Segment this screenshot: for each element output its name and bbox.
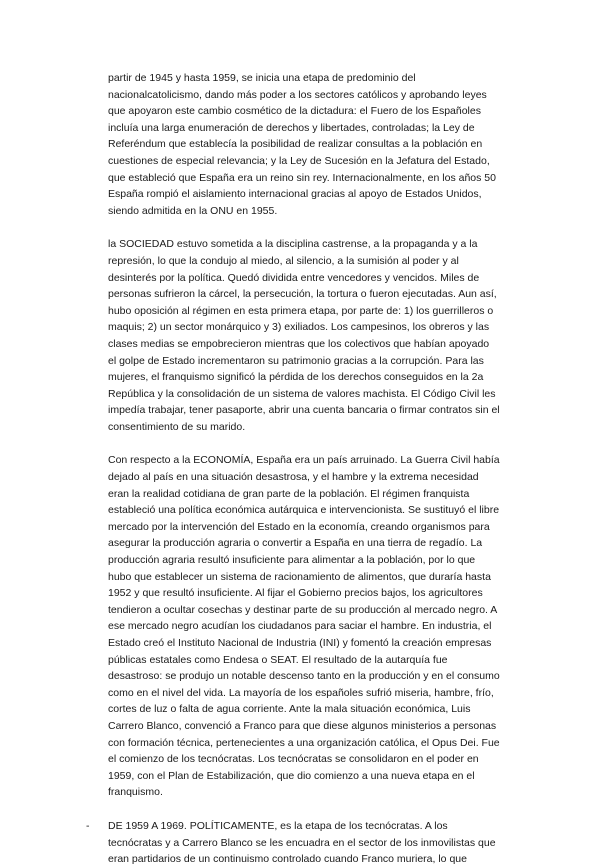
list-item [86, 818, 500, 868]
paragraph-economia: Con respecto a la ECONOMÍA, España era un país arruinado. La Guerra Civil había dejado al país en una situación desastrosa, y el hambre y la extrema necesidad eran la realidad cotidiana de gran parte de la población. El régimen franquista estableció una política económica autárquica e intervencionista. Se sustituyó el libre mercado por la intervención del Estado en la economía, creando organismos para asegurar la producción agraria o convertir a España en una tierra de regadío. La producción agraria resultó insuficiente para alimentar a la población, por lo que hubo que establecer un sistema de racionamiento de alimentos, que duraría hasta 1952 y que resultó insuficiente. Al fijar el Gobierno precios bajos, los agricultores tendieron a ocultar cosechas y destinar parte de su producción al mercado negro. A ese mercado negro acudían los ciudadanos para saciar el hambre. En industria, el Estado creó el Instituto Nacional de Industria (INI) y fomentó la creación empresas públicas estatales como Endesa o SEAT. El resultado de la autarquía fue desastroso: se produjo un notable descenso tanto en la producción y en el consumo como en el nivel del vida. La mayoría de los españoles sufrió miseria, hambre, frío, cortes de luz o falta de agua corriente. Ante la mala situación económica, Luis Carrero Blanco, convenció a Franco para que diese algunos ministerios a personas con formación técnica, pertenecientes a una organización católica, el Opus Dei. Fue el comienzo de los tecnócratas. Los tecnócratas se consolidaron en el poder en 1959, con el Plan de Estabilización, que dio comienzo a una nueva etapa en el franquismo. [108, 454, 500, 799]
document-page [86, 70, 500, 868]
bullet-marker: - [86, 819, 90, 832]
paragraph-nacionalcatolicismo: partir de 1945 y hasta 1959, se inicia una etapa de predominio del nacionalcatolicismo, dando más poder a los sectores católicos y aprobando leyes que apoyaron este cambio cosmético de la dictadura: el Fuero de los Españoles incluía una larga enumeración de derechos y libertades, controladas; la Ley de Referéndum que establecía la posibilidad de realizar consultas a la población en cuestiones de especial relevancia; y la Ley de Sucesión en la Jefatura del Estado, que estableció que España era un reino sin rey. Internacionalmente, en los años 50 España rompió el aislamiento internacional gracias al apoyo de Estados Unidos, siendo admitida en la ONU en 1955. [108, 72, 496, 217]
bullet-text: DE 1959 A 1969. POLÍTICAMENTE, es la etapa de los tecnócratas. A los tecnócratas y a Carrero Blanco se les encuadra en el sector de los inmovilistas que eran partidarios de un continuismo controlado cuando Franco muriera, lo que [108, 819, 496, 866]
paragraph-sociedad: la SOCIEDAD estuvo sometida a la disciplina castrense, a la propaganda y a la represión, lo que la condujo al miedo, al silencio, a la sumisión al poder y al desinterés por la política. Quedó dividida entre vencedores y vencidos. Miles de personas sufrieron la cárcel, la persecución, la tortura o fueron ejecutadas. Aun así, hubo oposición al régimen en esta primera etapa, por parte de: 1) los guerrilleros o maquis; 2) un sector monárquico y 3) exiliados. Los campesinos, los obreros y las clases medias se empobrecieron mientras que los colectivos que habían apoyado el golpe de Estado incrementaron su patrimonio gracias a la corrupción. Para las mujeres, el franquismo significó la pérdida de los derechos conseguidos en la 2a República y la consolidación de un sistema de valores machista. El Código Civil les impedía trabajar, tener pasaporte, abrir una cuenta bancaria o firmar contratos sin el consentimiento de su marido. [108, 238, 500, 433]
